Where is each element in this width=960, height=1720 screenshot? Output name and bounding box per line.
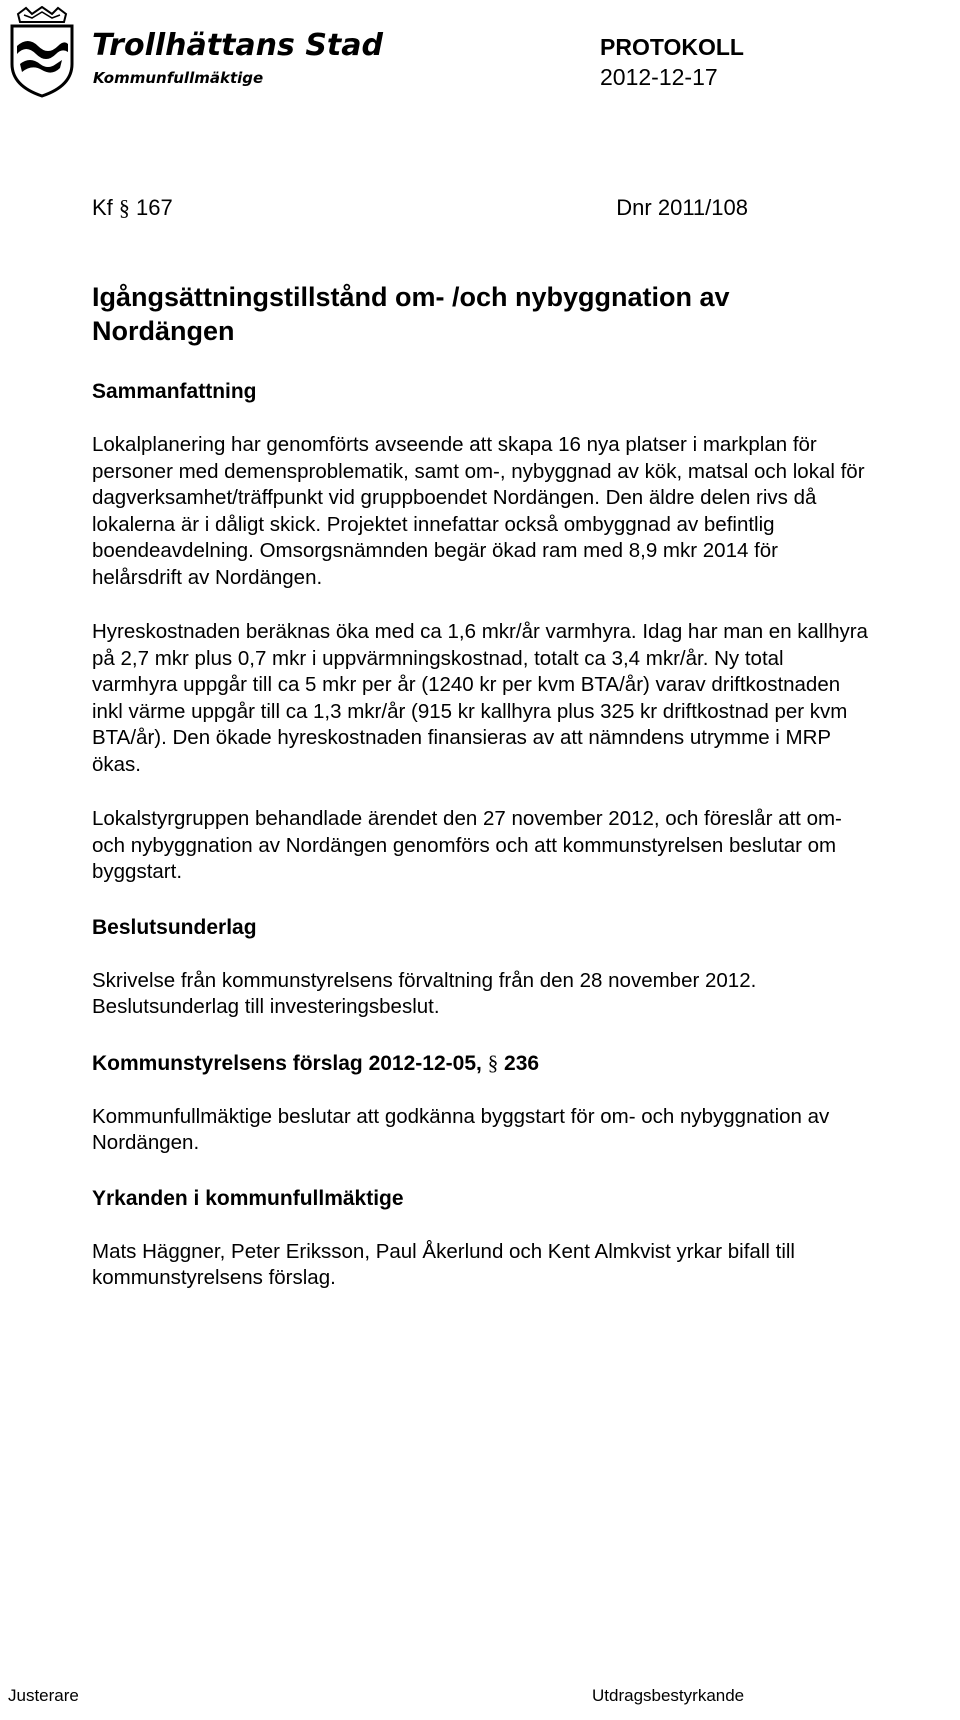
document-title: Igångsättningstillstånd om- /och nybyggnation av Nordängen <box>92 282 730 346</box>
paragraph-label: Kf <box>92 195 113 220</box>
decision-basis-line-1: Skrivelse från kommunstyrelsens förvaltning från den 28 november 2012. <box>92 968 757 992</box>
paragraph-number: 167 <box>136 195 173 220</box>
motions-text: Mats Häggner, Peter Eriksson, Paul Åkerlund och Kent Almkvist yrkar bifall till kommunstyrelsens förslag. <box>92 1239 795 1289</box>
coat-of-arms-icon <box>8 6 76 98</box>
summary-paragraph-2: Hyreskostnaden beräknas öka med ca 1,6 mkr/år varmhyra. Idag har man en kallhyra på 2,7 mkr plus 0,7 mkr i uppvärmningskostnad, totalt ca 3,4 mkr/år. Ny total varmhyra uppgår till ca 5 mkr per år (1240 kr per kvm BTA/år) varav driftkostnaden inkl värme uppgår till ca 1,3 mkr/år (915 kr kallhyra plus 325 kr driftkostnad per kvm BTA/år). Den ökade hyreskostnaden finansieras av att nämndens utrymme i MRP ökas. <box>92 620 868 776</box>
summary-paragraph-3: Lokalstyrgruppen behandlade ärendet den 27 november 2012, och föreslår att om- och nybyggnation av Nordängen genomförs och att kommunstyrelsen beslutar om byggstart. <box>92 807 842 883</box>
paragraph-reference <box>92 195 173 221</box>
footer-adjuster-label: Justerare <box>8 1686 79 1705</box>
footer-certification-label: Utdragsbestyrkande <box>592 1686 745 1705</box>
heading-yrkanden: Yrkanden i kommunfullmäktige <box>92 1186 404 1210</box>
proposal-text: Kommunfullmäktige beslutar att godkänna byggstart för om- och nybyggnation av Nordängen. <box>92 1104 830 1154</box>
document-type: PROTOKOLL <box>600 34 744 60</box>
document-body <box>92 280 872 1320</box>
proposal-heading-number: 236 <box>504 1051 540 1075</box>
section-symbol: § <box>487 1050 499 1075</box>
heading-kommunstyrelsens-forslag <box>92 1049 872 1078</box>
org-name: Trollhättans Stad <box>92 28 383 63</box>
summary-paragraph-1: Lokalplanering har genomförts avseende att skapa 16 nya platser i markplan för personer med demensproblematik, samt om-, nybyggnad av kök, matsal och lokal för dagverksamhet/träffpunkt vid gruppboendet Nordängen. Den äldre delen rivs då lokalerna är i dåligt skick. Projektet innefattar också ombyggnad av befintlig boendeavdelning. Omsorgsnämnden begär ökad ram med 8,9 mkr 2014 för helårsdrift av Nordängen. <box>92 433 865 589</box>
proposal-heading-text: Kommunstyrelsens förslag 2012-12-05, <box>92 1051 482 1075</box>
section-symbol: § <box>118 195 130 220</box>
document-date: 2012-12-17 <box>600 64 718 90</box>
heading-sammanfattning: Sammanfattning <box>92 380 257 403</box>
diary-number: Dnr 2011/108 <box>616 195 748 220</box>
decision-basis-line-2: Beslutsunderlag till investeringsbeslut. <box>92 995 440 1018</box>
org-subtitle: Kommunfullmäktige <box>93 69 264 87</box>
reference-line <box>92 195 748 221</box>
heading-beslutsunderlag: Beslutsunderlag <box>92 915 257 939</box>
